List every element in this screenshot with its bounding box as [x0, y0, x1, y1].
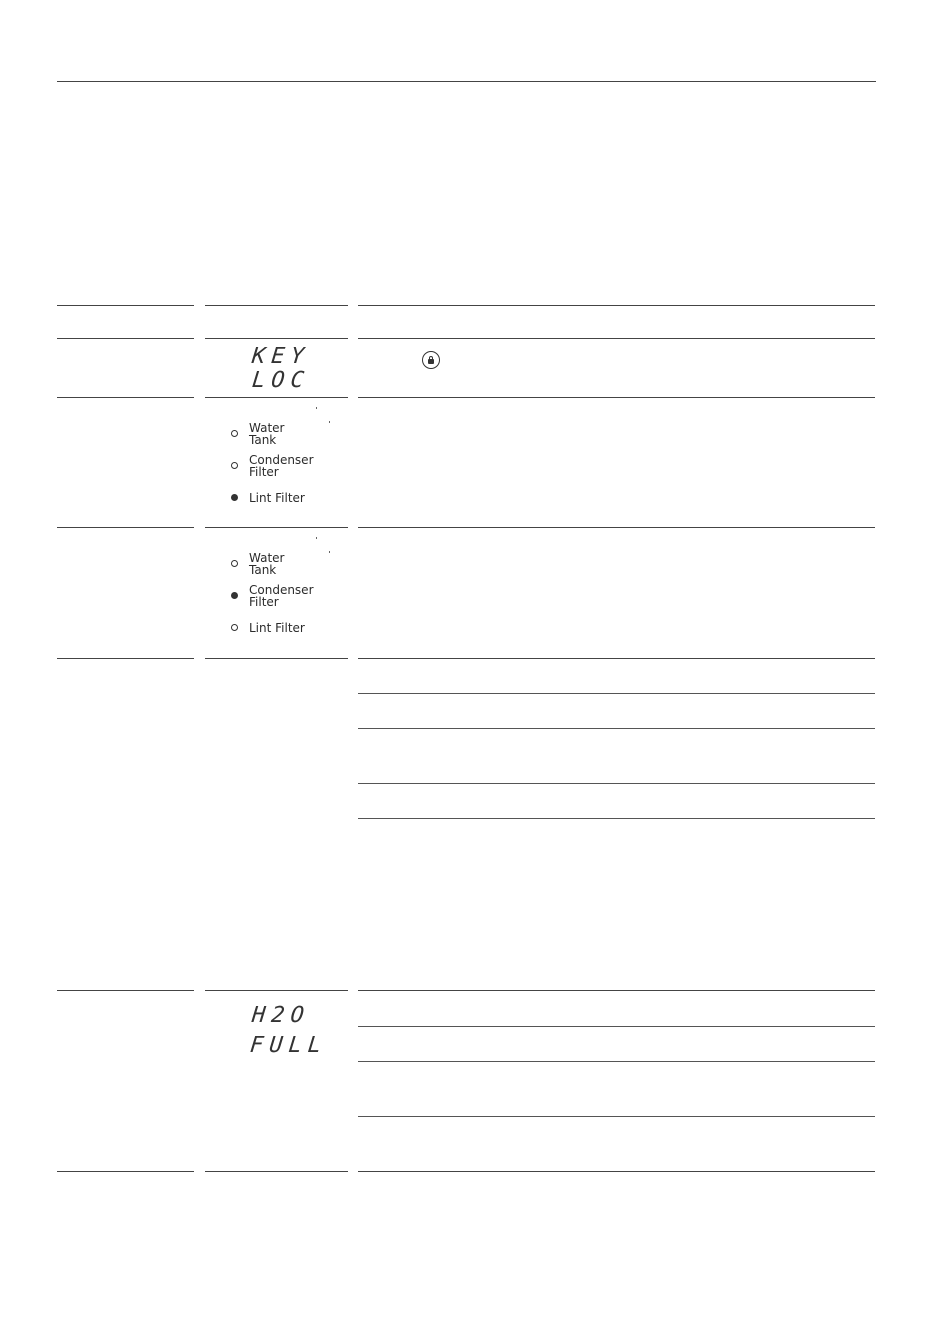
subrow-rule [358, 1026, 875, 1027]
row-rule-col1 [57, 397, 194, 398]
row-rule-col1 [57, 658, 194, 659]
page-top-rule [57, 81, 876, 82]
water-tank-label: Water [249, 551, 285, 565]
row-rule-col2 [205, 527, 348, 528]
panel-tick [329, 551, 330, 553]
table-bottom-rule-col1 [57, 1171, 194, 1172]
row-rule-col1 [57, 990, 194, 991]
subrow-rule [358, 728, 875, 729]
row-rule-col3 [358, 658, 875, 659]
table-header-rule-col2 [205, 305, 348, 306]
water-tank-indicator-icon [231, 430, 238, 437]
table-header-rule-col1 [57, 305, 194, 306]
row-rule-col1 [57, 527, 194, 528]
panel-tick [329, 421, 330, 423]
condenser-filter-label: Condenser [249, 583, 314, 597]
row-rule-col2 [205, 338, 348, 339]
row-rule-col3 [358, 990, 875, 991]
water-full-display-line1: H2O [250, 1003, 312, 1028]
lock-icon [422, 351, 440, 369]
row-rule-col2 [205, 658, 348, 659]
row-rule-col2 [205, 397, 348, 398]
water-tank-indicator-icon [231, 560, 238, 567]
condenser-filter-indicator-icon [231, 592, 238, 599]
subrow-rule [358, 1116, 875, 1117]
lint-filter-label: Lint Filter [249, 621, 305, 635]
row-rule-col3 [358, 397, 875, 398]
table-bottom-rule-col3 [358, 1171, 875, 1172]
table-header-rule-col3 [358, 305, 875, 306]
key-lock-display-line1: KEY [250, 344, 312, 369]
condenser-filter-label: Condenser [249, 453, 314, 467]
row-rule-col2 [205, 990, 348, 991]
panel-tick [316, 537, 317, 539]
subrow-rule [358, 818, 875, 819]
panel-tick [316, 407, 317, 409]
key-lock-display-line2: LOC [250, 368, 312, 393]
row-rule-col3 [358, 338, 875, 339]
subrow-rule [358, 693, 875, 694]
row-rule-col3 [358, 527, 875, 528]
condenser-filter-indicator-icon [231, 462, 238, 469]
water-tank-label: Tank [249, 563, 277, 577]
table-bottom-rule-col2 [205, 1171, 348, 1172]
row-rule-col1 [57, 338, 194, 339]
lint-filter-indicator-icon [231, 494, 238, 501]
lint-filter-indicator-icon [231, 624, 238, 631]
water-full-display-line2: FULL [248, 1033, 329, 1058]
condenser-filter-label: Filter [249, 465, 279, 479]
condenser-filter-label: Filter [249, 595, 279, 609]
lint-filter-label: Lint Filter [249, 491, 305, 505]
water-tank-label: Water [249, 421, 285, 435]
subrow-rule [358, 783, 875, 784]
water-tank-label: Tank [249, 433, 277, 447]
subrow-rule [358, 1061, 875, 1062]
